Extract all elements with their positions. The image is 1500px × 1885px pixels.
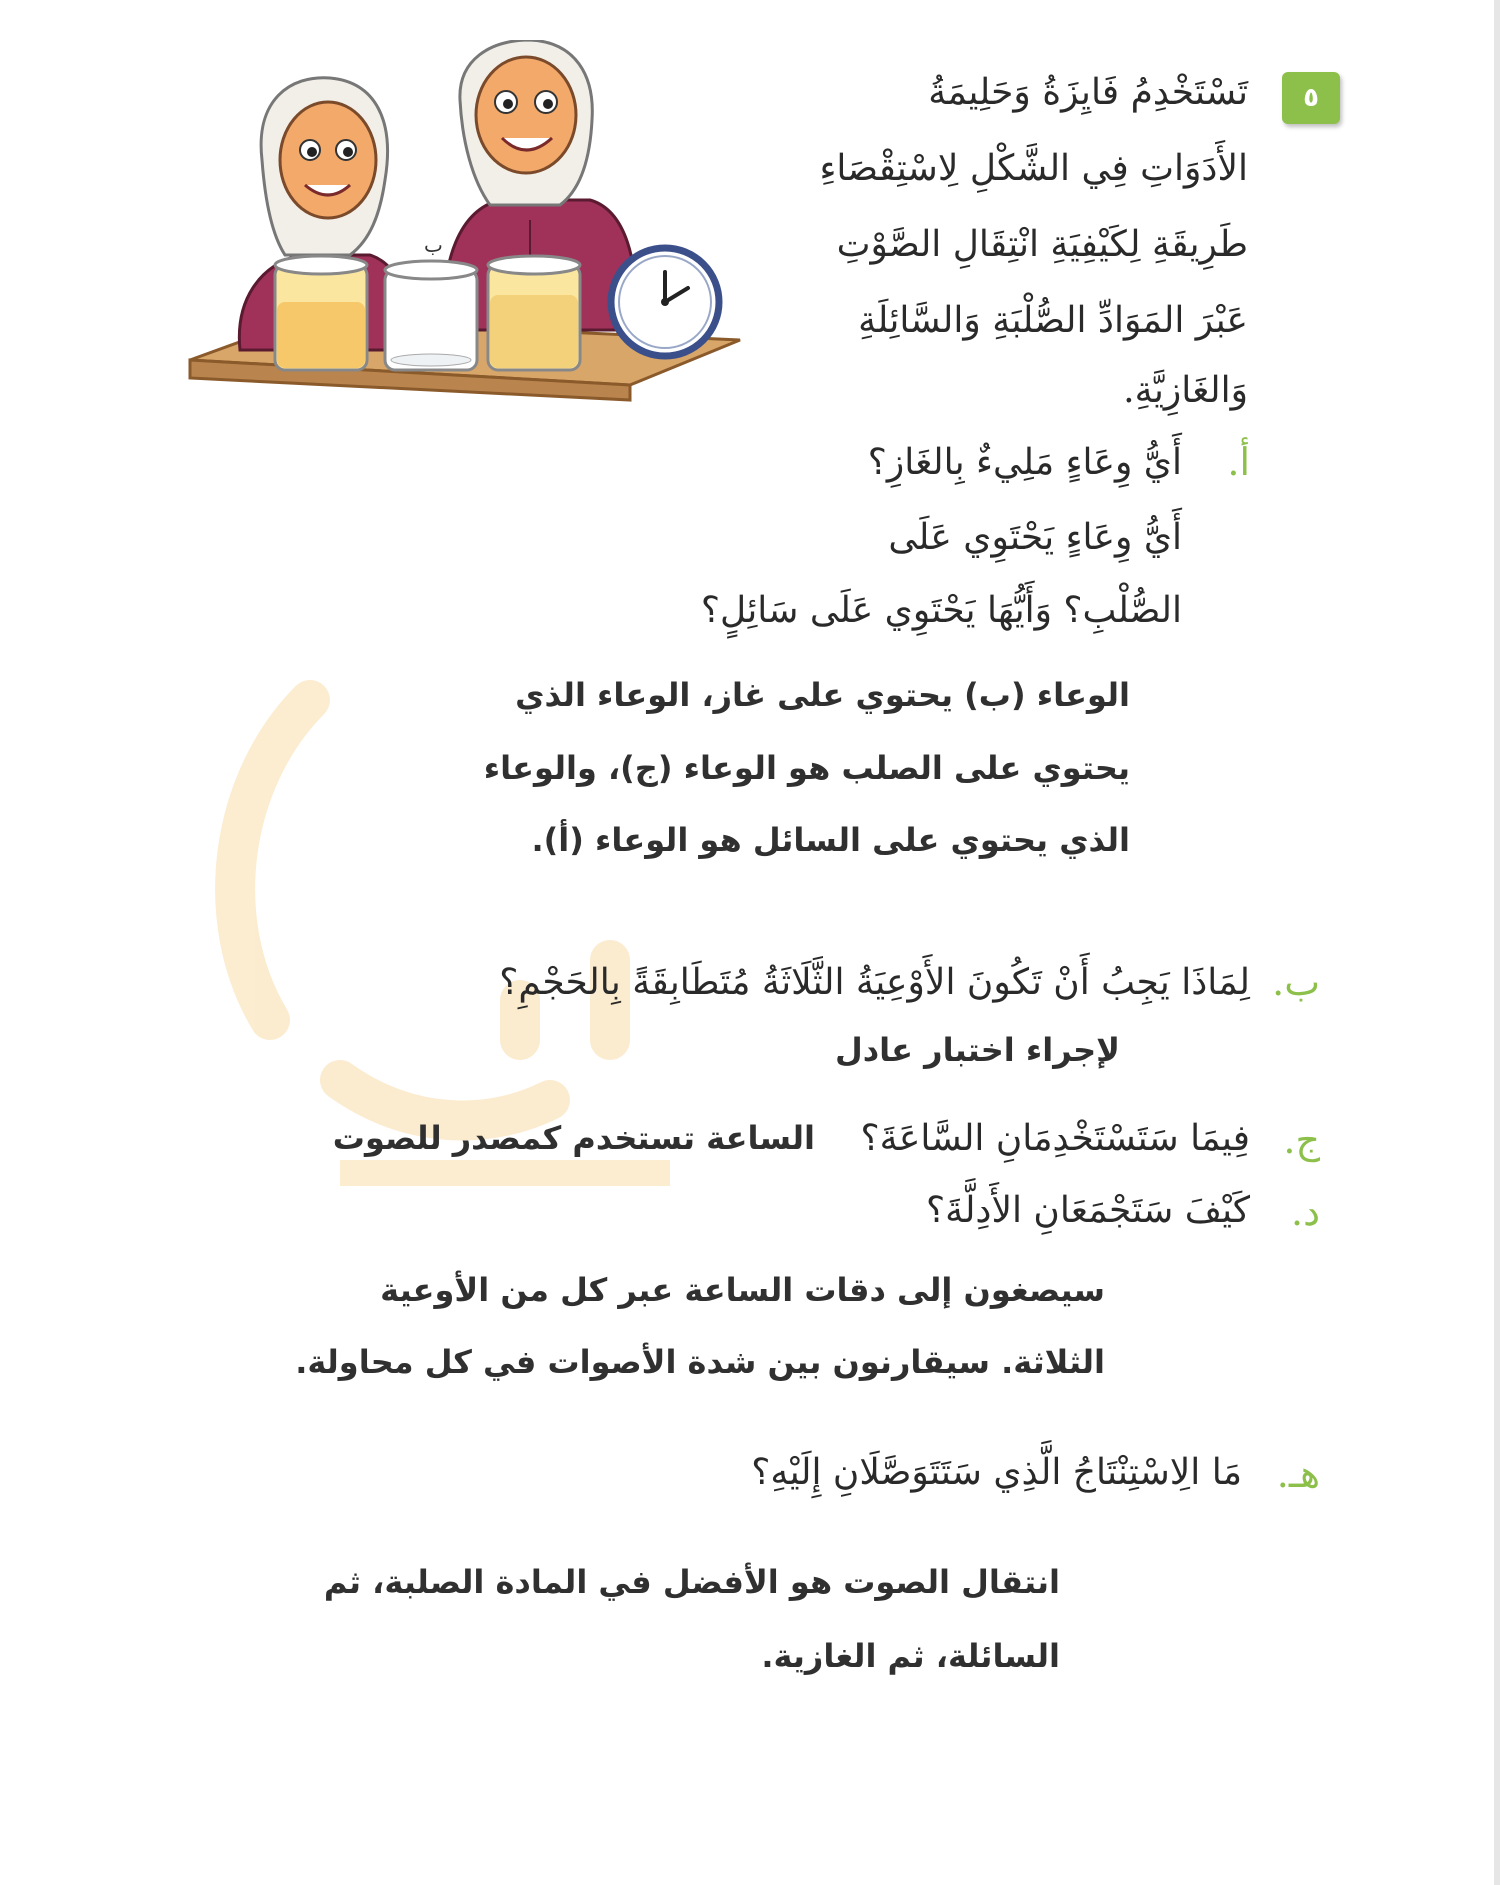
part-c-question: فِيمَا سَتَسْتَخْدِمَانِ السَّاعَةَ؟ [860,1118,1250,1159]
part-d-answer-line-1: سيصغون إلى دقات الساعة عبر كل من الأوعية [380,1271,1105,1309]
part-b-answer: لإجراء اختبار عادل [834,1031,1120,1069]
part-d-letter: د. [1290,1190,1320,1234]
part-c-answer: الساعة تستخدم كمصدر للصوت [332,1119,815,1157]
jar-gas-middle [385,261,477,370]
question-number-badge: ٥ [1282,72,1340,124]
part-a-answer-line-3: الذي يحتوي على السائل هو الوعاء (أ). [531,821,1130,859]
intro-line-5: وَالغَازِيَّةِ. [1123,370,1248,411]
jar-liquid-left [275,256,367,370]
part-e-answer-line-1: انتقال الصوت هو الأفضل في المادة الصلبة، ثم [323,1563,1060,1601]
part-a-answer-line-2: يحتوي على الصلب هو الوعاء (ج)، والوعاء [483,749,1130,787]
part-b-letter: ب. [1272,960,1320,1004]
jar-solid-right [488,256,580,370]
part-a-question-line-1: أَيُّ وِعَاءٍ مَلِيءٌ بِالغَازِ؟ [867,442,1182,483]
jar-label: ب [424,233,443,257]
intro-line-1: تَسْتَخْدِمُ فَايِزَةُ وَحَلِيمَةُ [928,72,1248,113]
part-a-answer-line-1: الوعاء (ب) يحتوي على غاز، الوعاء الذي [515,676,1130,714]
page-edge [1494,0,1500,1885]
part-a-question-line-3: الصُّلْبِ؟ وَأَيُّهَا يَحْتَوِي عَلَى سَائِلٍ؟ [700,590,1182,631]
intro-line-2: الأَدَوَاتِ فِي الشَّكْلِ لِاسْتِقْصَاءِ [819,148,1248,189]
part-b-question: لِمَاذَا يَجِبُ أَنْ تَكُونَ الأَوْعِيَةُ الثَّلَاثَةُ مُتَطَابِقَةً بِالحَجْمِ؟ [499,962,1250,1003]
part-e-answer-line-2: السائلة، ثم الغازية. [761,1637,1060,1675]
part-d-question: كَيْفَ سَتَجْمَعَانِ الأَدِلَّةَ؟ [926,1190,1250,1231]
part-d-answer-line-2: الثلاثة. سيقارنون بين شدة الأصوات في كل محاولة. [295,1343,1105,1381]
part-c-letter: ج. [1283,1118,1320,1162]
intro-line-4: عَبْرَ المَوَادِّ الصُّلْبَةِ وَالسَّائِلَةِ [858,300,1248,341]
part-e-question: مَا الِاسْتِنْتَاجُ الَّذِي سَتَتَوَصَّلَانِ إِلَيْهِ؟ [751,1452,1242,1493]
girls-with-jars-illustration [180,40,830,480]
part-a-letter: أ. [1227,440,1250,484]
part-e-letter: هـ. [1276,1452,1320,1496]
part-a-question-line-2: أَيُّ وِعَاءٍ يَحْتَوِي عَلَى [888,517,1182,558]
intro-line-3: طَرِيقَةِ لِكَيْفِيَةِ انْتِقَالِ الصَّوْتِ [836,224,1248,265]
clock-icon [611,248,719,356]
